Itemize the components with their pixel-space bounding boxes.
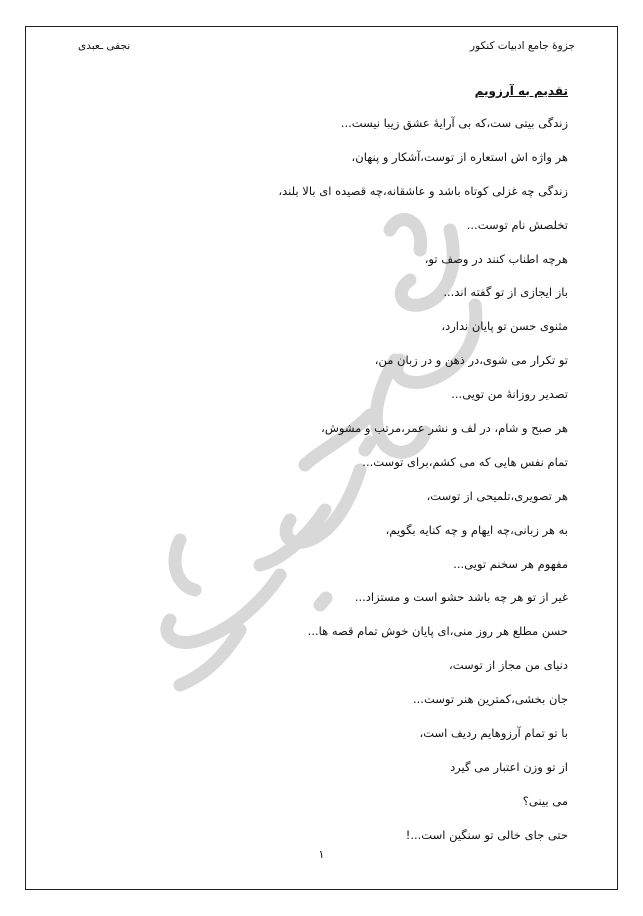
poem-line: حسن مطلع هر روز منی،ای پایان خوش تمام قصه ها...: [307, 624, 568, 639]
poem-line: مفهوم هر سخنم تویی...: [453, 556, 568, 571]
poem-line: می بینی؟: [522, 793, 568, 808]
poem-line: هر واژه اش استعاره از توست،آشکار و پنهان،: [351, 149, 568, 164]
poem-line: حتی جای خالی تو سنگین است...!: [405, 827, 568, 842]
poem-line: با تو تمام آرزوهایم ردیف است،: [419, 726, 568, 741]
poem-line: هر صبح و شام، در لف و نشر عمر،مرتب و مشوش،: [321, 421, 568, 436]
poem-line: هرچه اطناب کنند در وصف تو،: [424, 251, 568, 266]
poem-line: جان بخشی،کمترین هنر توست...: [412, 692, 568, 707]
poem-line: تو تکرار می شوی،در ذهن و در زبان من،: [374, 353, 568, 368]
poem-line: تصدیر روزانۀ من تویی...: [451, 387, 568, 402]
poem-line: باز ایجازی از تو گفته اند...: [443, 285, 568, 300]
poem-line: غیر از تو هر چه باشد حشو است و مستزاد...: [354, 590, 568, 605]
poem-line: زندگی چه غزلی کوتاه باشد و عاشقانه،چه قصیده ای بالا بلند،: [278, 183, 568, 198]
poem-line: تخلصش نام توست...: [466, 217, 568, 232]
poem-body: [98, 82, 568, 860]
poem-line: زندگی بیتی ست،که بی آرایۀ عشق زیبا نیست...: [340, 116, 568, 130]
poem-line: هر تصویری،تلمیحی از توست،: [426, 488, 568, 503]
poem-line: دنیای من مجاز از توست،: [448, 658, 568, 673]
poem-line: از تو وزن اعتبار می گیرد: [450, 759, 568, 774]
poem-line: تمام نفس هایی که می کشم،برای توست...: [362, 454, 568, 469]
header-document-title: جزوۀ جامع ادبیات کنکور: [470, 40, 575, 52]
poem-line: مثنوی حسن تو پایان ندارد،: [441, 319, 568, 334]
poem-line: به هر زبانی،چه ایهام و چه کنایه بگویم،: [385, 522, 568, 537]
poem-title: تقدیم به آرزویم: [474, 84, 568, 98]
header-author: نجفی ـعبدی: [78, 40, 131, 52]
page-number: ۱: [318, 848, 325, 861]
